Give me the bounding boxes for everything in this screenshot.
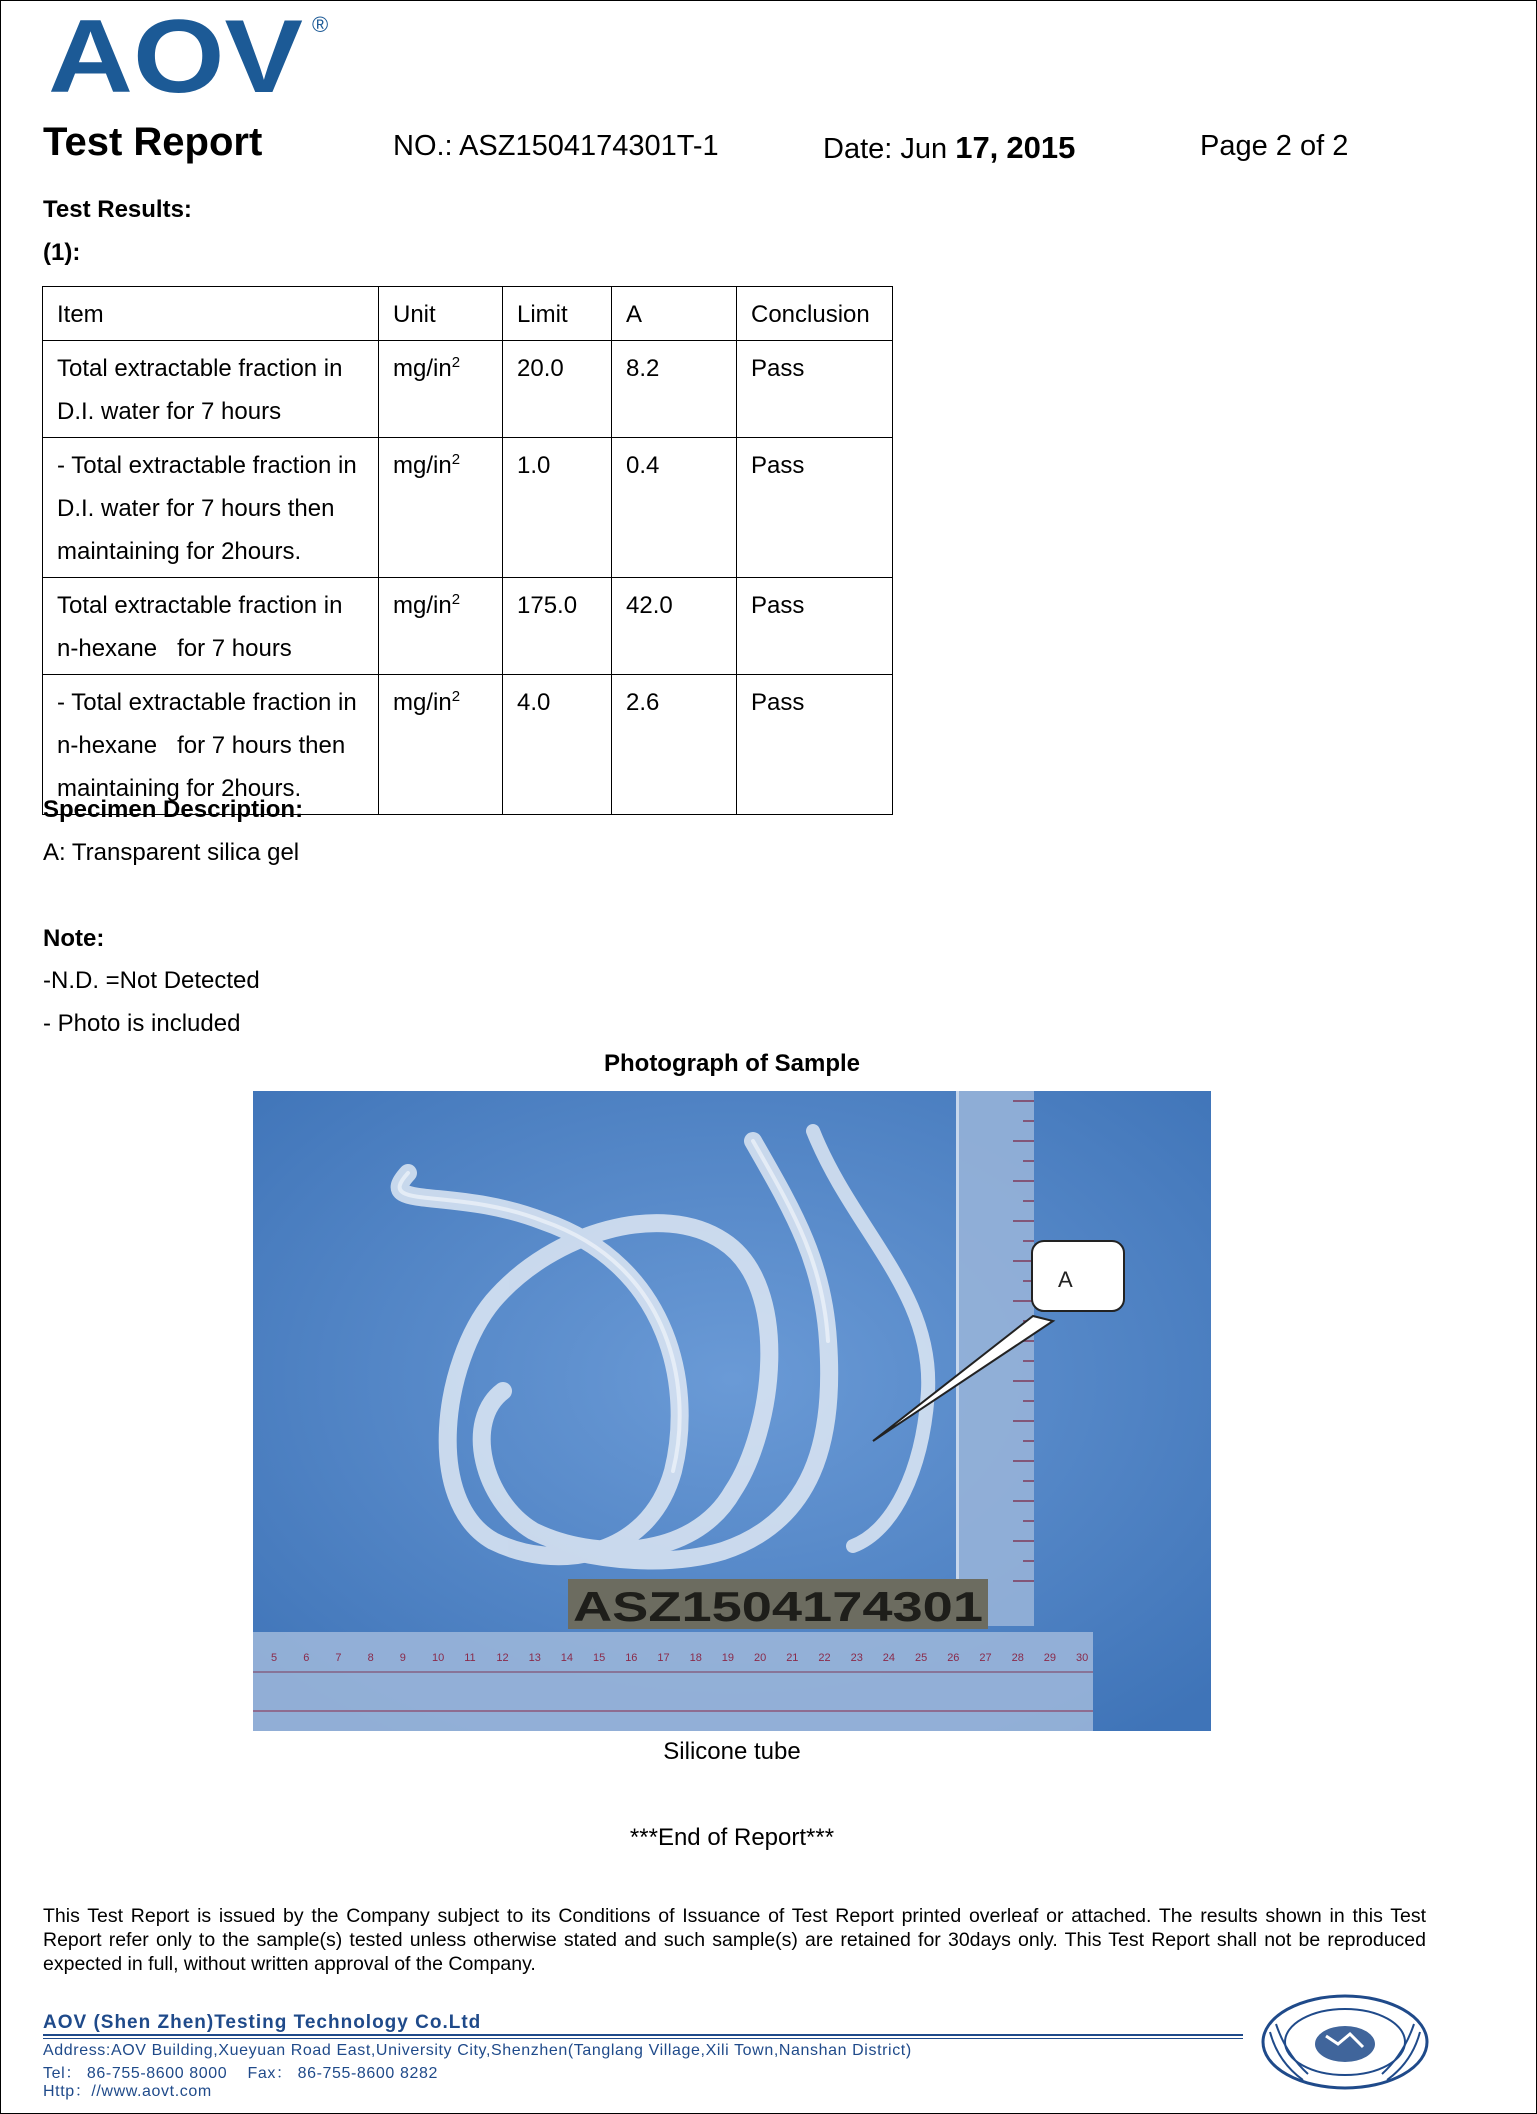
ruler-number: 26 <box>947 1652 960 1664</box>
ruler-number: 10 <box>432 1652 445 1664</box>
sample-code: ASZ1504174301 <box>573 1583 983 1630</box>
table-row <box>43 438 893 578</box>
unit-text: mg/in <box>393 592 452 619</box>
col-header-a: A <box>612 287 737 341</box>
item-line: D.I. water for 7 hours <box>57 398 282 425</box>
date-year: 2015 <box>1006 130 1076 165</box>
ruler-number: 18 <box>689 1652 702 1664</box>
result-cell: 8.2 <box>612 341 737 438</box>
table-row <box>43 341 893 438</box>
conclusion-cell: Pass <box>737 578 893 675</box>
limit-cell: 4.0 <box>503 675 612 815</box>
ruler-number: 14 <box>560 1652 574 1664</box>
ruler-number: 7 <box>335 1652 342 1664</box>
note-line: - Photo is included <box>43 1010 241 1037</box>
horizontal-ruler <box>253 1632 1093 1731</box>
unit-sup: 2 <box>451 451 461 468</box>
sample-photo <box>253 1091 1211 1731</box>
end-of-report: ***End of Report*** <box>629 1824 835 1851</box>
ruler-number: 8 <box>367 1652 374 1664</box>
results-subheading: (1): <box>43 239 81 266</box>
ruler-number: 9 <box>399 1652 406 1664</box>
date-prefix: Date: Jun <box>823 133 948 165</box>
ruler-number: 25 <box>915 1652 928 1664</box>
col-header-limit: Limit <box>503 287 612 341</box>
ruler-number: 12 <box>496 1652 509 1664</box>
footer-company: AOV (Shen Zhen)Testing Technology Co.Ltd <box>43 2012 482 2033</box>
unit-cell <box>379 341 503 438</box>
limit-cell: 1.0 <box>503 438 612 578</box>
report-header <box>43 120 1537 170</box>
item-line: Total extractable fraction in <box>57 592 343 619</box>
ruler-number: 29 <box>1043 1652 1057 1664</box>
item-line: n-hexane for 7 hours <box>57 635 292 662</box>
ruler-number: 19 <box>721 1652 735 1664</box>
unit-sup: 2 <box>451 591 461 608</box>
callout-label: A <box>1058 1267 1073 1292</box>
conclusion-cell: Pass <box>737 438 893 578</box>
item-line: maintaining for 2hours. <box>57 775 302 802</box>
unit-text: mg/in <box>393 689 452 716</box>
footer-address: Address:AOV Building,Xueyuan Road East,University City,Shenzhen(Tanglang Village,Xili Town,Nanshan District) <box>43 2042 912 2059</box>
results-table <box>42 286 893 815</box>
ruler-number: 24 <box>882 1652 896 1664</box>
item-line: n-hexane for 7 hours then <box>57 732 346 759</box>
note-line: -N.D. =Not Detected <box>43 967 260 994</box>
ruler-number: 11 <box>464 1652 476 1664</box>
date-day: 17, <box>955 130 999 165</box>
logo-text: AOV <box>48 8 303 98</box>
aov-logo <box>48 8 348 98</box>
ruler-number: 6 <box>303 1652 310 1664</box>
item-cell <box>43 578 379 675</box>
report-title: Test Report <box>43 120 263 164</box>
conclusion-cell: Pass <box>737 341 893 438</box>
item-cell <box>43 438 379 578</box>
unit-sup: 2 <box>451 354 461 371</box>
ruler-number: 28 <box>1011 1652 1024 1664</box>
ruler-number: 5 <box>271 1652 278 1664</box>
ruler-number: 23 <box>850 1652 863 1664</box>
unit-text: mg/in <box>393 355 452 382</box>
report-number: NO.: ASZ1504174301T-1 <box>393 130 719 162</box>
table-header-row <box>43 287 893 341</box>
specimen-heading: Specimen Description: <box>43 796 304 823</box>
limit-cell: 175.0 <box>503 578 612 675</box>
item-line: D.I. water for 7 hours then <box>57 495 335 522</box>
ruler-number: 17 <box>657 1652 670 1664</box>
item-line: Total extractable fraction in <box>57 355 343 382</box>
item-line: maintaining for 2hours. <box>57 538 302 565</box>
report-date <box>823 130 1075 166</box>
ruler-number: 15 <box>593 1652 606 1664</box>
item-cell <box>43 675 379 815</box>
col-header-item: Item <box>43 287 379 341</box>
unit-cell <box>379 438 503 578</box>
ruler-number: 30 <box>1076 1652 1089 1664</box>
result-cell: 2.6 <box>612 675 737 815</box>
item-cell <box>43 341 379 438</box>
unit-cell <box>379 578 503 675</box>
specimen-text: A: Transparent silica gel <box>43 839 300 866</box>
ruler-number: 27 <box>979 1652 992 1664</box>
conclusion-cell: Pass <box>737 675 893 815</box>
footer-divider <box>43 2034 1243 2036</box>
disclaimer: This Test Report is issued by the Company subject to its Conditions of Issuance of Test Report printed overleaf or attached. The results shown in this Test Report refer only to the sample(s) tested unless otherwise stated and such sample(s) are retained for 30days only. This Test Report shall not be reproduced expected in full, without written approval of the Company. <box>43 1905 1426 1975</box>
photo-caption: Silicone tube <box>663 1738 801 1765</box>
ruler-number: 21 <box>786 1652 799 1664</box>
result-cell: 42.0 <box>612 578 737 675</box>
ruler-number: 16 <box>625 1652 638 1664</box>
item-line: - Total extractable fraction in <box>57 452 357 479</box>
table-row <box>43 578 893 675</box>
table-row <box>43 675 893 815</box>
ruler-number: 22 <box>818 1652 831 1664</box>
footer-phone: Tel： 86-755-8600 8000 Fax： 86-755-8600 8282 <box>43 2065 438 2082</box>
note-heading: Note: <box>43 925 105 952</box>
ruler-number: 20 <box>754 1652 767 1664</box>
limit-cell: 20.0 <box>503 341 612 438</box>
col-header-unit: Unit <box>379 287 503 341</box>
footer-divider-thin <box>43 2038 1243 2039</box>
col-header-conclusion: Conclusion <box>737 287 893 341</box>
result-cell: 0.4 <box>612 438 737 578</box>
page-number: Page 2 of 2 <box>1200 130 1349 162</box>
unit-cell <box>379 675 503 815</box>
unit-text: mg/in <box>393 452 452 479</box>
registered-mark: ® <box>312 12 329 37</box>
accreditation-seal <box>1258 1992 1432 2092</box>
photo-title: Photograph of Sample <box>603 1050 860 1077</box>
item-line: - Total extractable fraction in <box>57 689 357 716</box>
unit-sup: 2 <box>451 688 461 705</box>
ruler-number: 13 <box>528 1652 541 1664</box>
footer-web: Http：//www.aovt.com <box>43 2083 212 2100</box>
test-results-heading: Test Results: <box>43 196 192 223</box>
